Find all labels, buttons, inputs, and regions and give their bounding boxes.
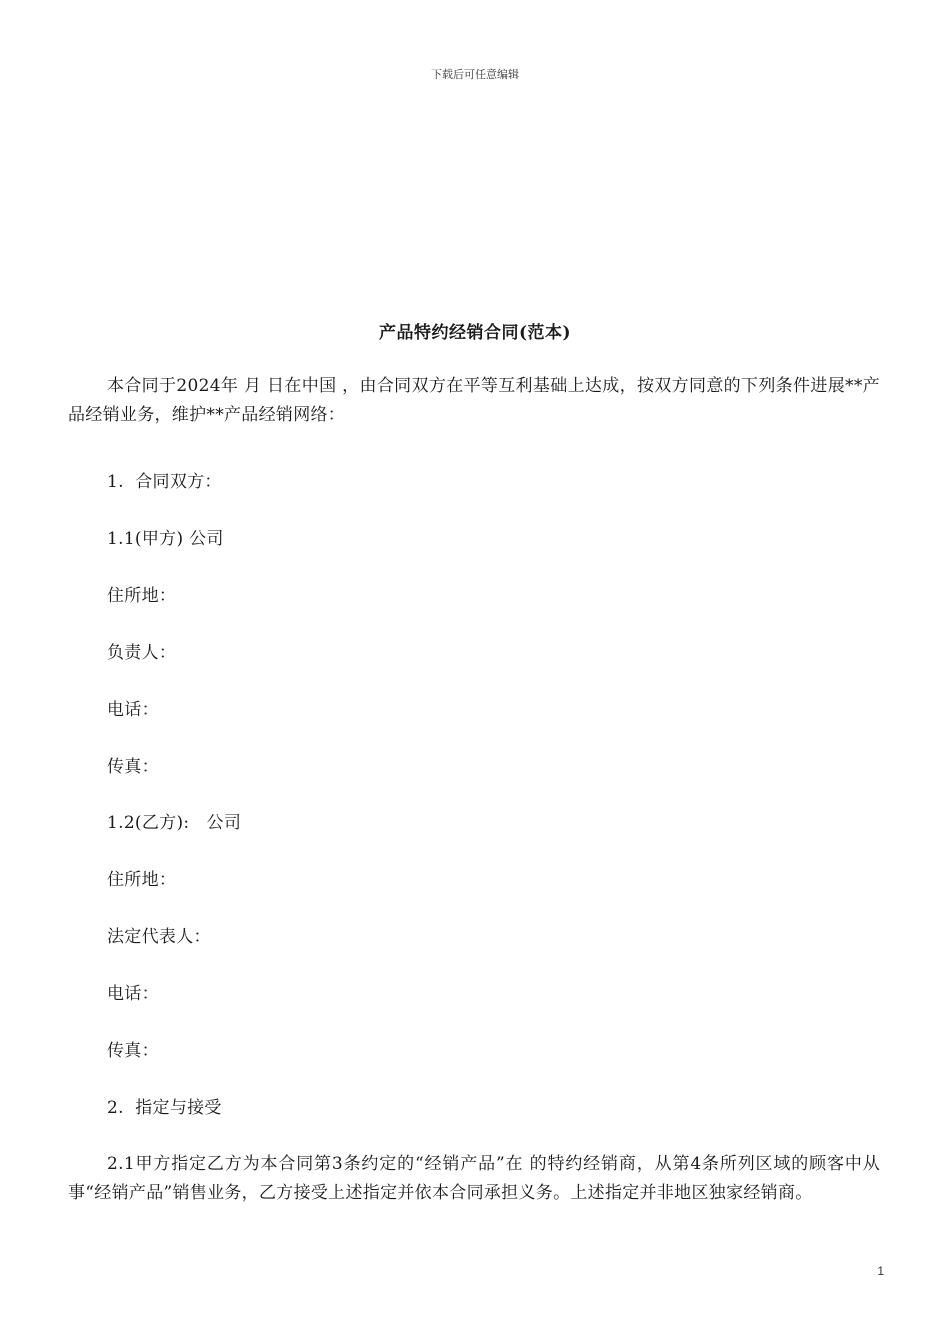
party-a-address-label: 住所地： [107,586,177,606]
intro-paragraph: 本合同于2024年 月 日在中国 ，由合同双方在平等互利基础上达成，按双方同意的下列条件进展**产品经销业务，维护**产品经销网络： [68,376,880,425]
party-b-address-label: 住所地： [107,870,177,890]
party-a-person-label: 负责人： [107,643,177,663]
section-2-heading: 2. 指定与接受 [107,1098,222,1118]
party-a-fax-label: 传真： [107,757,159,777]
party-b-representative-label: 法定代表人： [107,927,211,947]
clause-2-1-paragraph: 2.1甲方指定乙方为本合同第3条约定的“经销产品”在 的特约经销商，从第4条所列区域的顾客中从事“经销产品”销售业务，乙方接受上述指定并依本合同承担义务。上述指定并非地区独家经销商。 [68,1154,880,1203]
section-1-heading: 1. 合同双方： [107,472,222,492]
section-1-2-party-b: 1.2(乙方): 公司 [107,813,242,833]
party-a-phone-label: 电话： [107,700,159,720]
section-1-1-party-a: 1.1(甲方) 公司 [107,529,224,549]
page-number: 1 [877,1264,884,1278]
party-b-fax-label: 传真： [107,1041,159,1061]
document-title: 产品特约经销合同(范本) [378,323,572,343]
header-note: 下载后可任意编辑 [431,68,519,81]
party-b-phone-label: 电话： [107,984,159,1004]
